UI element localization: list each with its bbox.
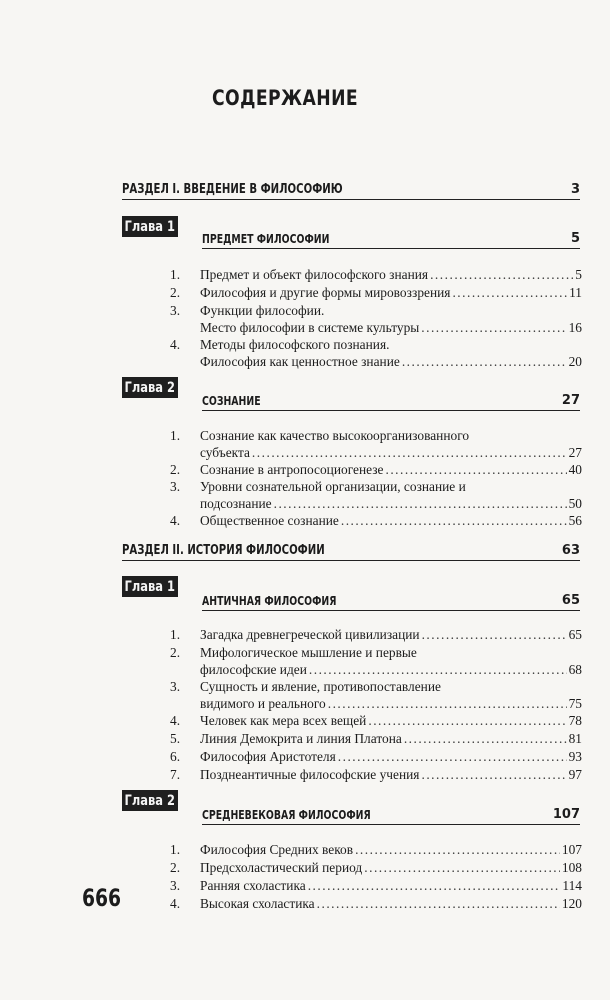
entry-number: 1. — [170, 842, 181, 857]
entry-number: 4. — [170, 896, 181, 911]
entry-number: 4. — [170, 337, 181, 352]
chapter-page: 27 — [561, 393, 580, 408]
leader-dots — [338, 748, 567, 765]
entry-page: 27 — [568, 445, 582, 460]
chapter-header[interactable] — [202, 592, 580, 611]
leader-dots — [368, 712, 566, 729]
toc-entry[interactable] — [170, 748, 582, 765]
entry-page: 68 — [568, 662, 582, 677]
section-header[interactable] — [122, 180, 580, 200]
chapter-header[interactable] — [202, 806, 580, 825]
leader-dots — [452, 284, 567, 301]
entry-number: 1. — [170, 267, 181, 282]
toc-entry[interactable] — [170, 336, 582, 370]
entry-text: Предмет и объект философского знания — [200, 267, 429, 282]
section-page: 63 — [561, 543, 580, 558]
entry-page: 107 — [561, 842, 582, 857]
entry-page: 5 — [575, 267, 582, 282]
entry-text: Философия как ценностное знание — [200, 354, 400, 369]
leader-dots — [308, 877, 561, 894]
entry-text: Высокая схоластика — [200, 896, 315, 911]
leader-dots — [309, 661, 567, 678]
leader-dots — [341, 512, 567, 529]
entry-text: Уровни сознательной организации, сознание и — [200, 479, 466, 494]
entry-page: 16 — [568, 320, 582, 335]
entry-page: 11 — [569, 285, 582, 300]
entry-number: 3. — [170, 878, 181, 893]
chapter-title: СРЕДНЕВЕКОВАЯ ФИЛОСОФИЯ — [202, 808, 371, 822]
toc-entry[interactable] — [170, 266, 582, 283]
toc-entry[interactable] — [170, 712, 582, 729]
toc-entry[interactable] — [170, 678, 582, 712]
entry-text: Линия Демокрита и линия Платона — [200, 731, 402, 746]
entry-number: 7. — [170, 767, 181, 782]
entry-page: 97 — [568, 767, 582, 782]
entry-number: 2. — [170, 860, 181, 875]
entry-text: Мифологическое мышление и первые — [200, 645, 417, 660]
leader-dots — [317, 895, 560, 912]
entry-page: 75 — [568, 696, 582, 711]
entry-page: 20 — [568, 354, 582, 369]
chapter-page: 5 — [570, 231, 580, 246]
toc-entry[interactable] — [170, 478, 582, 512]
chapter-title: СОЗНАНИЕ — [202, 394, 261, 408]
entry-text: Человек как мера всех вещей — [200, 713, 367, 728]
entry-page: 40 — [568, 462, 582, 477]
toc-entry[interactable] — [170, 766, 582, 783]
chapter-badge: Глава 1 — [122, 216, 178, 237]
entry-text: Позднеантичные философские учения — [200, 767, 420, 782]
entry-text: видимого и реального — [200, 696, 326, 711]
entry-text: Философия и другие формы мировоззрения — [200, 285, 451, 300]
entry-page: 50 — [568, 496, 582, 511]
chapter-badge: Глава 2 — [122, 790, 178, 811]
section-header[interactable] — [122, 541, 580, 561]
toc-entry[interactable] — [170, 427, 582, 461]
leader-dots — [385, 461, 566, 478]
leader-dots — [364, 859, 560, 876]
entry-page: 81 — [568, 731, 582, 746]
entry-number: 2. — [170, 462, 181, 477]
entry-page: 56 — [568, 513, 582, 528]
leader-dots — [430, 266, 573, 283]
entry-text: Сознание в антропосоциогенезе — [200, 462, 384, 477]
chapter-page: 107 — [552, 807, 580, 822]
entry-number: 4. — [170, 713, 181, 728]
entry-text: Функции философии. — [200, 303, 325, 318]
leader-dots — [355, 841, 560, 858]
leader-dots — [274, 495, 567, 512]
entry-text: философские идеи — [200, 662, 307, 677]
leader-dots — [402, 353, 567, 370]
entry-number: 2. — [170, 645, 181, 660]
leader-dots — [422, 626, 567, 643]
entry-number: 1. — [170, 428, 181, 443]
entry-text: Философия Аристотеля — [200, 749, 336, 764]
toc-entry[interactable] — [170, 841, 582, 858]
leader-dots — [252, 444, 567, 461]
entry-number: 1. — [170, 627, 181, 642]
entry-text: Методы философского познания. — [200, 337, 390, 352]
leader-dots — [421, 319, 566, 336]
chapter-header[interactable] — [202, 392, 580, 411]
entry-text: Философия Средних веков — [200, 842, 354, 857]
toc-entry[interactable] — [170, 461, 582, 478]
chapter-badge: Глава 2 — [122, 377, 178, 398]
toc-entry[interactable] — [170, 644, 582, 678]
entry-text: Ранняя схоластика — [200, 878, 306, 893]
section-title: РАЗДЕЛ II. ИСТОРИЯ ФИЛОСОФИИ — [122, 543, 325, 558]
leader-dots — [328, 695, 567, 712]
page-title: СОДЕРЖАНИЕ — [212, 86, 359, 110]
entry-text: Место философии в системе культуры — [200, 320, 420, 335]
chapter-title: АНТИЧНАЯ ФИЛОСОФИЯ — [202, 594, 337, 608]
entry-number: 2. — [170, 285, 181, 300]
entry-number: 3. — [170, 303, 181, 318]
toc-entry[interactable] — [170, 730, 582, 747]
entry-page: 65 — [568, 627, 582, 642]
entry-text: Общественное сознание — [200, 513, 339, 528]
entry-text: Предсхоластический период — [200, 860, 363, 875]
entry-number: 6. — [170, 749, 181, 764]
entry-number: 5. — [170, 731, 181, 746]
leader-dots — [404, 730, 567, 747]
entry-number: 3. — [170, 479, 181, 494]
leader-dots — [421, 766, 566, 783]
toc-entry[interactable] — [170, 859, 582, 876]
toc-entry[interactable] — [170, 877, 582, 894]
entry-page: 78 — [568, 713, 582, 728]
section-page: 3 — [570, 182, 580, 197]
page-number: 666 — [82, 884, 122, 912]
toc-entry[interactable] — [170, 302, 582, 336]
chapter-badge: Глава 1 — [122, 576, 178, 597]
entry-text: Загадка древнегреческой цивилизации — [200, 627, 420, 642]
entry-page: 114 — [562, 878, 582, 893]
toc-entry[interactable] — [170, 626, 582, 643]
chapter-page: 65 — [561, 593, 580, 608]
section-title: РАЗДЕЛ I. ВВЕДЕНИЕ В ФИЛОСОФИЮ — [122, 182, 343, 197]
entry-text: субъекта — [200, 445, 250, 460]
entry-text: Сознание как качество высокоорганизованного — [200, 428, 470, 443]
entry-number: 4. — [170, 513, 181, 528]
entry-page: 120 — [561, 896, 582, 911]
entry-text: Сущность и явление, противопоставление — [200, 679, 441, 694]
chapter-title: ПРЕДМЕТ ФИЛОСОФИИ — [202, 232, 330, 246]
chapter-header[interactable] — [202, 230, 580, 249]
entry-text: подсознание — [200, 496, 272, 511]
entry-page: 108 — [561, 860, 582, 875]
toc-entry[interactable] — [170, 512, 582, 529]
entry-number: 3. — [170, 679, 181, 694]
entry-page: 93 — [568, 749, 582, 764]
toc-entry[interactable] — [170, 284, 582, 301]
toc-entry[interactable] — [170, 895, 582, 912]
